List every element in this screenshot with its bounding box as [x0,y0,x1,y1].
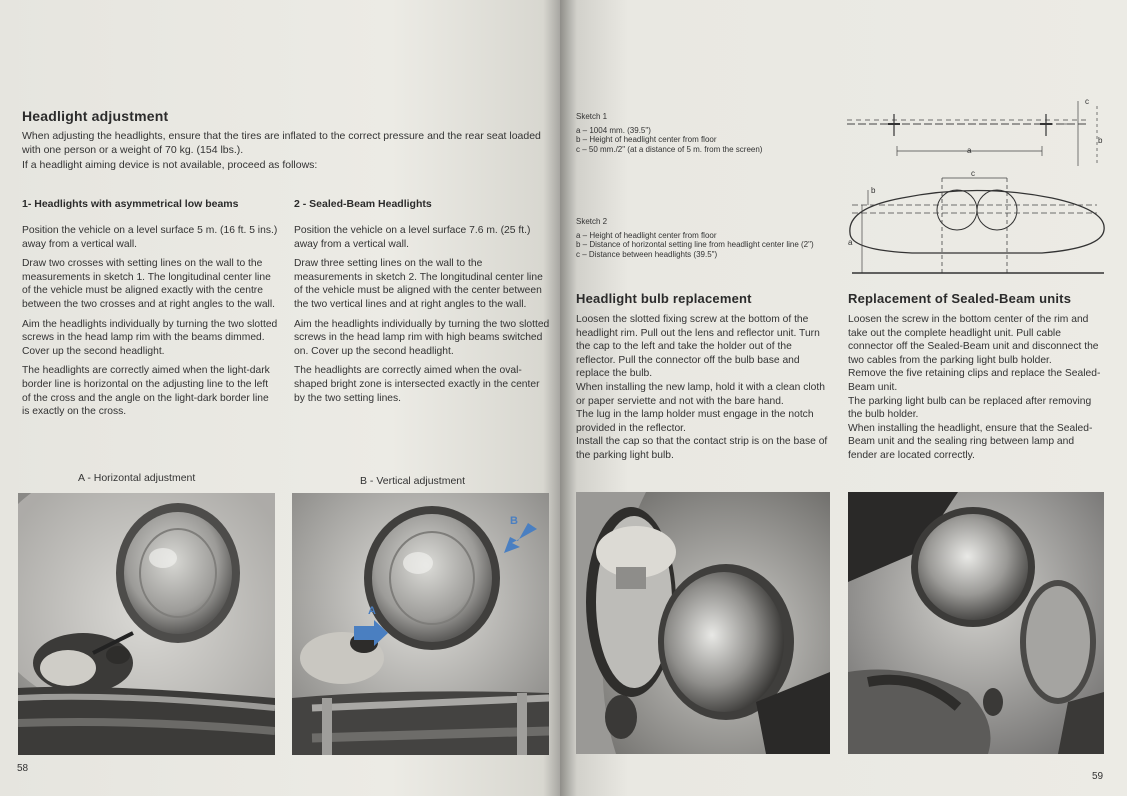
bulb-paragraph: Install the cap so that the contact strip is on the base of the parking light bulb. [576,436,828,461]
sketch1-line-c: c – 50 mm./2" (at a distance of 5 m. from the screen) [576,144,763,154]
page-title: Headlight adjustment [22,108,169,124]
page-number-right: 59 [1092,771,1104,782]
photo-horizontal-adjustment [18,493,275,755]
section1-heading: 1- Headlights with asymmetrical low beams [22,198,239,210]
sketch2-diagram [842,168,1112,278]
section2-paragraph: Position the vehicle on a level surface 7.6 m. (25 ft.) away from a vertical wall. [294,225,531,250]
photo-sealed-beam-replacement [848,492,1104,754]
caption-horizontal-adjustment: A - Horizontal adjustment [78,472,196,484]
sketch1-label-a: a [967,146,972,155]
sketch2-line-c: c – Distance between headlights (39.5") [576,249,718,259]
sketch1-legend [576,112,836,154]
intro-paragraph: When adjusting the headlights, ensure that the tires are inflated to the correct pressure and the rear seat loaded with one person or a weight of 70 kg. (154 lbs.). [22,130,541,156]
sketch1-label-c: c [1085,97,1089,106]
section1-paragraph: The headlights are correctly aimed when the light-dark border line is horizontal on the adjusting line to the left of the cross and the angle on the light-dark border line is exactly on the cross. [22,365,270,418]
sealed-heading: Replacement of Sealed-Beam units [848,291,1072,306]
section2-paragraph: The headlights are correctly aimed when the oval-shaped bright zone is intersected exactly in the center by the two setting lines. [294,365,540,404]
sealed-body [848,313,1106,463]
sketch1-label-b: b [1098,136,1103,145]
arrow-label-b: B [510,515,518,527]
right-page [560,0,1127,796]
sketch2-line-a: a – Height of headlight center from floor [576,230,717,240]
sketch1-line-b: b – Height of headlight center from floor [576,135,717,144]
bulb-paragraph: The lug in the lamp holder must engage in the notch provided in the reflector. [576,409,814,434]
sealed-paragraph: When installing the headlight, ensure that the Sealed-Beam unit and the sealing ring between lamp and fender are located correctly. [848,422,1093,461]
sketch2-label-a: a [848,238,853,247]
arrow-label-a: A [368,605,376,617]
sketch1-line-a: a – 1004 mm. (39.5") [576,125,651,135]
sketch2-line-b: b – Distance of horizontal setting line from headlight center line (2") [576,240,814,249]
sketch1-title: Sketch 1 [576,112,608,121]
left-page [0,0,560,796]
bulb-heading: Headlight bulb replacement [576,291,752,306]
section1-paragraph: Draw two crosses with setting lines on the wall to the measurements in sketch 1. The longitudinal center line of the vehicle must be aligned exactly with the centre between the two crosses and at right angles to the wall. [22,258,275,310]
sealed-paragraph: Loosen the screw in the bottom center of the rim and take out the complete headlight unit. Pull cable connector off the Sealed-Beam unit and disconnect the two cables from the parking light bulb holder. [848,314,1099,366]
page-number-left: 58 [17,763,29,774]
bulb-body [576,313,832,463]
section1-paragraph: Aim the headlights individually by turning the two slotted screws in the head lamp rim with the beams dimmed. Cover up the second headlight. [22,318,278,357]
sketch2-legend [576,217,838,259]
sketch2-label-b: b [871,186,876,195]
intro-paragraph: If a headlight aiming device is not available, proceed as follows: [22,159,318,172]
section1-body [22,224,278,425]
sketch2-title: Sketch 2 [576,217,608,226]
photo-bulb-replacement [576,492,830,754]
caption-vertical-adjustment: B - Vertical adjustment [360,475,466,487]
section2-heading: 2 - Sealed-Beam Headlights [294,198,432,210]
sealed-paragraph: Remove the five retaining clips and replace the Sealed-Beam unit. [848,368,1101,393]
sketch2-label-c: c [971,169,975,178]
section1-paragraph: Position the vehicle on a level surface 5 m. (16 ft. 5 ins.) away from a vertical wall. [22,225,278,250]
intro-text [22,130,554,175]
section2-paragraph: Draw three setting lines on the wall to the measurements in sketch 2. The longitudinal center line of the vehicle must be aligned with the center between the two vertical lines and at right angles to the wall. [294,258,543,310]
bulb-paragraph: When installing the new lamp, hold it with a clean cloth or paper serviette and not with the bare hand. [576,381,825,407]
sketch1-diagram [842,96,1107,166]
photo-vertical-adjustment [292,493,549,755]
section2-body [294,224,552,411]
bulb-paragraph: Loosen the slotted fixing screw at the bottom of the headlight rim. Pull out the lens and reflector unit. Turn the cap to the left and take the holder out of the reflector. Pull the connector off the bulb base and replace the bulb. [576,314,820,380]
section2-paragraph: Aim the headlights individually by turning the two slotted screws in the head lamp rim with high beams switched on. Cover up the second headlight. [294,318,550,357]
sealed-paragraph: The parking light bulb can be replaced after removing the bulb holder. [848,395,1092,421]
